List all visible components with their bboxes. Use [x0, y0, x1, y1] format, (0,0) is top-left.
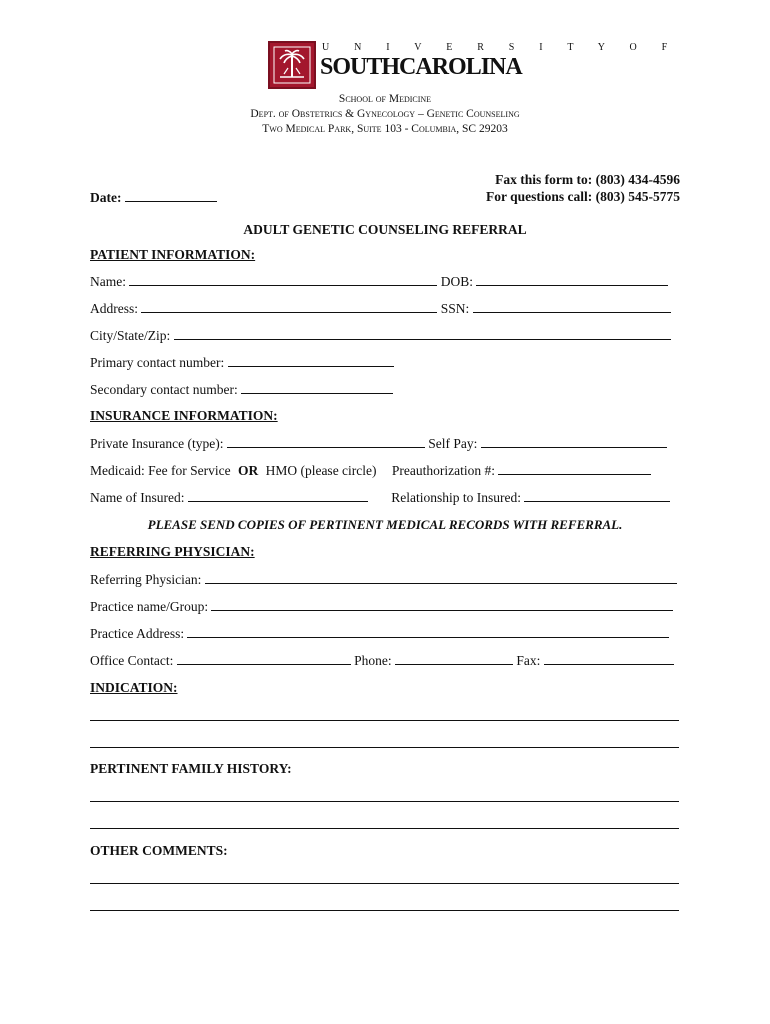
practice-address-label: Practice Address:: [90, 626, 185, 641]
practice-address-row: [90, 625, 669, 642]
indication-heading: INDICATION:: [90, 680, 178, 695]
medicaid-label[interactable]: Medicaid: Fee for Service: [90, 463, 231, 478]
indication-line-1[interactable]: [90, 720, 679, 721]
fax-number: Fax this form to: (803) 434-4596: [495, 172, 680, 187]
primary-contact-label: Primary contact number:: [90, 355, 225, 370]
department-address: Two Medical Park, Suite 103 - Columbia, SC 29203: [262, 123, 508, 135]
phone-label: Phone:: [354, 653, 392, 668]
fax-label: Fax:: [516, 653, 541, 668]
patient-city-row: [90, 327, 671, 344]
fax-field[interactable]: [544, 652, 674, 665]
referring-physician-heading: REFERRING PHYSICIAN:: [90, 544, 255, 559]
insurance-heading: INSURANCE INFORMATION:: [90, 408, 278, 423]
preauth-label: Preauthorization #:: [391, 463, 496, 478]
referring-physician-label: Referring Physician:: [90, 572, 202, 587]
other-comments-line-2[interactable]: [90, 910, 679, 911]
medicaid-row: [90, 462, 651, 479]
insured-name-field[interactable]: [188, 489, 368, 502]
office-contact-row: [90, 652, 674, 669]
indication-line-2[interactable]: [90, 747, 679, 748]
secondary-contact-field[interactable]: [241, 381, 393, 394]
date-row: [90, 189, 217, 206]
dob-label: DOB:: [440, 274, 474, 289]
logo-university-of: U N I V E R S I T Y O F: [322, 42, 679, 53]
city-field[interactable]: [174, 327, 671, 340]
date-label: Date:: [90, 190, 122, 205]
ssn-label: SSN:: [440, 301, 470, 316]
form-title: ADULT GENETIC COUNSELING REFERRAL: [243, 222, 527, 237]
office-contact-label: Office Contact:: [90, 653, 174, 668]
patient-info-heading: PATIENT INFORMATION:: [90, 247, 256, 262]
family-history-line-2[interactable]: [90, 828, 679, 829]
ssn-field[interactable]: [473, 300, 671, 313]
logo-south-carolina: SOUTHCAROLINA: [320, 54, 522, 80]
dob-field[interactable]: [476, 273, 668, 286]
relationship-field[interactable]: [524, 489, 670, 502]
other-comments-line-1[interactable]: [90, 883, 679, 884]
referring-physician-row: [90, 571, 677, 588]
palmetto-icon: [270, 43, 314, 87]
date-field[interactable]: [125, 189, 217, 202]
name-label: Name:: [90, 274, 126, 289]
secondary-contact-row: [90, 381, 393, 398]
primary-contact-field[interactable]: [228, 354, 394, 367]
address-field[interactable]: [141, 300, 437, 313]
questions-phone: For questions call: (803) 545-5775: [486, 189, 680, 204]
self-pay-field[interactable]: [481, 435, 667, 448]
preauth-field[interactable]: [498, 462, 651, 475]
records-notice: PLEASE SEND COPIES OF PERTINENT MEDICAL RECORDS WITH REFERRAL.: [147, 517, 623, 532]
referring-physician-field[interactable]: [205, 571, 677, 584]
address-label: Address:: [90, 301, 138, 316]
other-comments-heading: OTHER COMMENTS:: [90, 843, 228, 858]
phone-field[interactable]: [395, 652, 513, 665]
relationship-label: Relationship to Insured:: [391, 490, 521, 505]
insured-row: [90, 489, 670, 506]
private-insurance-row: [90, 435, 667, 452]
family-history-heading: PERTINENT FAMILY HISTORY:: [90, 761, 292, 776]
school-name: School of Medicine: [338, 93, 432, 105]
office-contact-field[interactable]: [177, 652, 351, 665]
hmo-label[interactable]: HMO (please circle): [265, 463, 377, 478]
practice-address-field[interactable]: [187, 625, 669, 638]
family-history-line-1[interactable]: [90, 801, 679, 802]
city-label: City/State/Zip:: [90, 328, 171, 343]
or-label: OR: [237, 463, 259, 478]
department-name: Dept. of Obstetrics & Gynecology – Genetic Counseling: [250, 108, 520, 120]
insured-name-label: Name of Insured:: [90, 490, 185, 505]
private-insurance-field[interactable]: [227, 435, 425, 448]
patient-name-row: [90, 273, 668, 290]
practice-name-label: Practice name/Group:: [90, 599, 209, 614]
practice-name-row: [90, 598, 673, 615]
self-pay-label: Self Pay:: [428, 436, 478, 451]
name-field[interactable]: [129, 273, 437, 286]
patient-address-row: [90, 300, 671, 317]
primary-contact-row: [90, 354, 394, 371]
practice-name-field[interactable]: [211, 598, 673, 611]
university-seal-logo: [268, 41, 316, 89]
secondary-contact-label: Secondary contact number:: [90, 382, 238, 397]
private-insurance-label: Private Insurance (type):: [90, 436, 224, 451]
